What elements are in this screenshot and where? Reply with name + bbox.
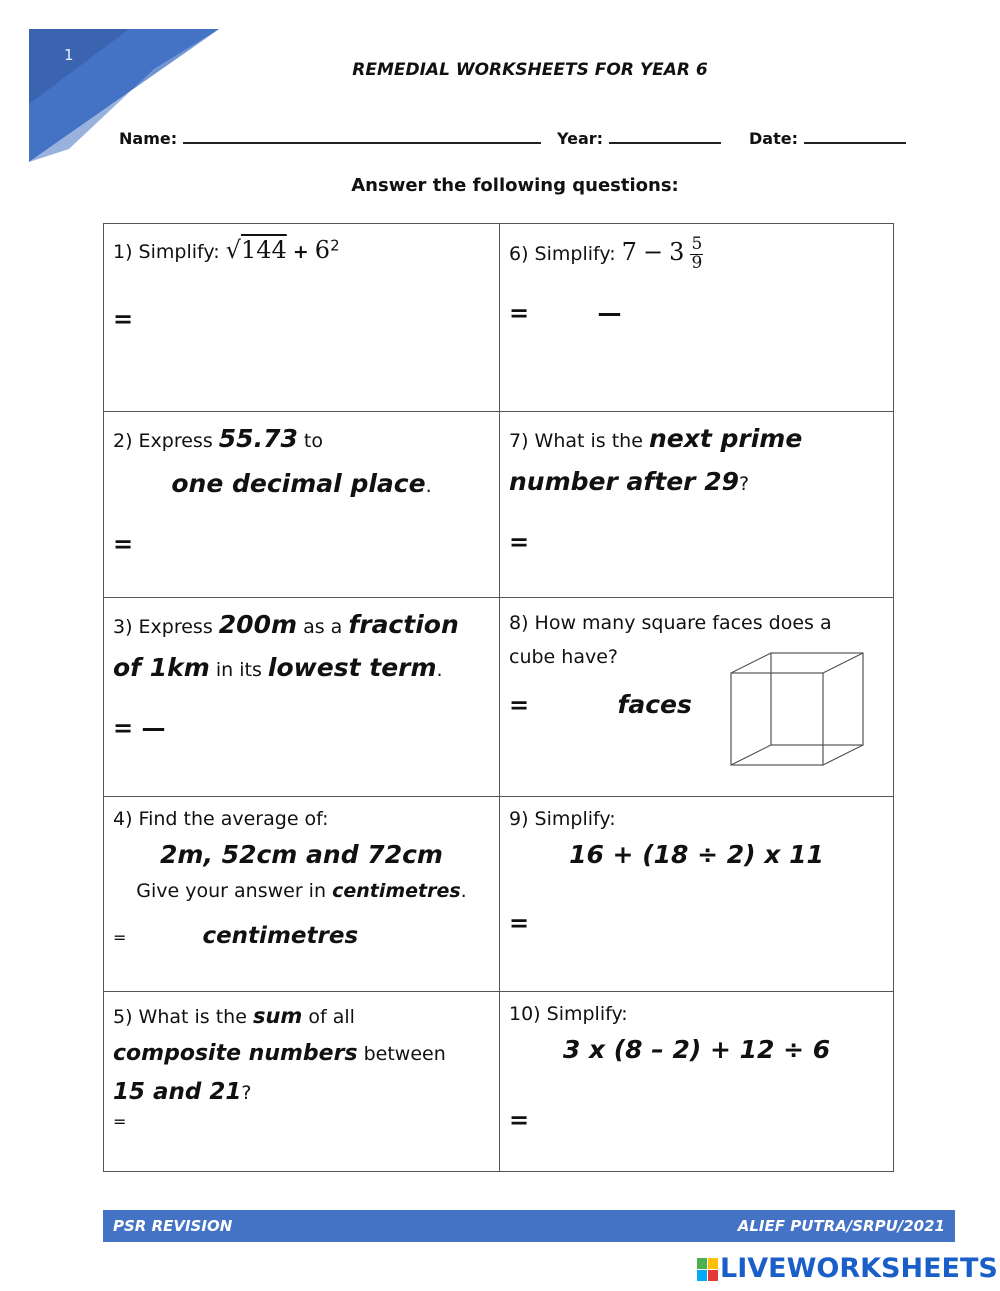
q7-prefix: 7) What is the — [509, 430, 643, 452]
q10-answer[interactable]: = — [509, 1106, 530, 1135]
q1-base: 6 — [314, 236, 331, 264]
q3-lowest: lowest term — [267, 652, 437, 682]
q6-denominator: 9 — [691, 253, 703, 273]
question-3 — [104, 598, 500, 797]
q2-answer[interactable]: = — [113, 529, 134, 558]
question-grid — [103, 223, 894, 1172]
name-label: Name: — [119, 129, 178, 148]
q5-qmark: ? — [241, 1081, 252, 1104]
q6-numerator: 5 — [691, 234, 703, 255]
q4-prefix: 4) Find the average of: — [113, 808, 329, 830]
footer-right: ALIEF PUTRA/SRPU/2021 — [737, 1217, 945, 1235]
question-9 — [500, 797, 893, 992]
q6-answer: = — [509, 298, 530, 327]
q9-expression: 16 + (18 ÷ 2) x 11 — [569, 840, 824, 870]
liveworksheets-logo-icon — [697, 1258, 719, 1282]
q3-fraction-bar: — — [141, 713, 166, 742]
q10-prefix: 10) Simplify: — [509, 1003, 628, 1025]
q7-emphasis-2: number after 29 — [509, 466, 740, 496]
q2-prefix: 2) Express — [113, 430, 213, 452]
q4-answer-row[interactable] — [113, 919, 490, 955]
question-6 — [500, 224, 893, 412]
q3-of: of 1km — [113, 652, 210, 682]
q3-answer-row[interactable] — [113, 710, 490, 747]
question-1 — [104, 224, 500, 412]
q5-range: 15 and 21 — [113, 1078, 242, 1105]
q5-sum: sum — [252, 1004, 303, 1028]
q5-composite: composite numbers — [113, 1040, 358, 1066]
question-10 — [500, 992, 893, 1171]
q1-exponent: 2 — [330, 236, 340, 255]
q9-prefix: 9) Simplify: — [509, 808, 616, 830]
footer-band — [103, 1210, 955, 1242]
q2-place: one decimal place — [171, 468, 426, 498]
q4-answer: = — [113, 927, 127, 947]
q3-prefix: 3) Express — [113, 616, 213, 638]
brand-name[interactable]: LIVEWORKSHEETS — [720, 1253, 998, 1284]
q8-answer: = — [509, 691, 530, 720]
q1-plus: + — [292, 241, 309, 263]
q10-expression: 3 x (8 – 2) + 12 ÷ 6 — [562, 1035, 831, 1065]
q3-answer: = — [113, 713, 134, 742]
q3-amount: 200m — [218, 610, 298, 639]
q2-number: 55.73 — [218, 424, 298, 453]
q6-answer-row[interactable] — [509, 295, 884, 332]
footer-left: PSR REVISION — [113, 1217, 233, 1235]
date-label: Date: — [749, 129, 798, 148]
worksheet-title: REMEDIAL WORKSHEETS FOR YEAR 6 — [352, 60, 708, 80]
date-field[interactable] — [749, 128, 906, 148]
question-7 — [500, 412, 893, 598]
q1-radical: √144 — [225, 236, 287, 264]
q3-dot: . — [436, 658, 443, 681]
q3-fraction: fraction — [348, 610, 459, 639]
q1-prefix: 1) Simplify: — [113, 241, 220, 263]
instructions: Answer the following questions: — [351, 175, 679, 196]
q3-as-a: as a — [303, 616, 343, 638]
year-field[interactable] — [557, 128, 721, 148]
q1-answer[interactable]: = — [113, 305, 134, 334]
q6-whole-a: 7 — [621, 238, 637, 266]
q7-qmark: ? — [739, 472, 750, 495]
q2-dot: . — [425, 474, 432, 497]
question-5 — [104, 992, 500, 1171]
q2-to: to — [303, 430, 323, 452]
question-4 — [104, 797, 500, 992]
q6-fraction-bar: — — [597, 298, 622, 327]
q5-between: between — [363, 1042, 446, 1065]
q6-whole-b: 3 — [669, 238, 685, 266]
q4-dot: . — [460, 880, 467, 903]
q9-answer[interactable]: = — [509, 909, 530, 938]
q6-prefix: 6) Simplify: — [509, 243, 616, 265]
page-number: 1 — [64, 46, 74, 64]
q7-answer[interactable]: = — [509, 527, 530, 556]
name-field[interactable] — [119, 128, 541, 148]
q8-unit: faces — [617, 690, 692, 720]
question-8 — [500, 598, 893, 797]
q1-radicand: 144 — [240, 236, 287, 264]
q6-minus: − — [643, 238, 664, 266]
q7-emphasis: next prime — [648, 424, 803, 453]
q5-answer[interactable]: = — [113, 1112, 127, 1132]
q4-unit: centimetres — [332, 880, 461, 903]
q5-prefix: 5) What is the — [113, 1006, 247, 1028]
year-label: Year: — [557, 129, 604, 148]
cube-icon — [726, 648, 871, 770]
q5-of-all: of all — [308, 1006, 355, 1028]
q8-text: 8) How many square faces does a cube have? — [509, 612, 832, 669]
question-2 — [104, 412, 500, 598]
q6-fraction — [690, 236, 703, 273]
q4-give: Give your answer in — [136, 880, 327, 903]
q3-in-its: in its — [215, 658, 262, 681]
q4-answer-unit: centimetres — [202, 922, 359, 949]
q4-values: 2m, 52cm and 72cm — [160, 840, 443, 870]
